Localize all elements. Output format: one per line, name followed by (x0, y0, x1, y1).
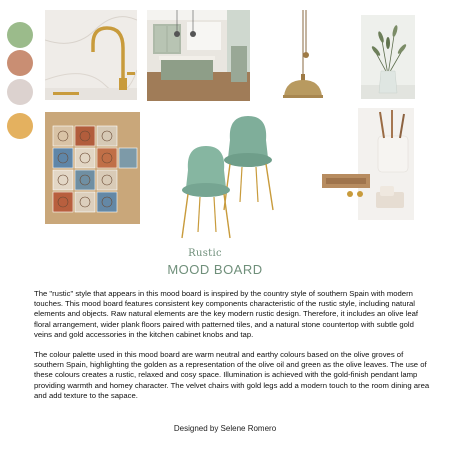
description-paragraph-1: The "rustic" style that appears in this mood board is inspired by the country style of southern Spain with modern touches. This mood board features consistent key components characteristic of the rustic style, including natural elements and objects. Raw natural elements are the key modern rustic design. Therefore, it includes an olive leaf floral arrangement, wider plank floors paired with patterned tiles, and a natural stone countertop with subtle gold veins and gold accessories in the kitchen cabinet knobs and tap. (34, 289, 419, 339)
color-swatch-sage (7, 22, 33, 48)
velvet-chairs-photo (178, 110, 308, 240)
faucet-photo (45, 10, 137, 100)
pendant-lamp-photo (268, 10, 338, 102)
cabinet-knobs-photo (318, 108, 414, 220)
mood-board-subtitle: Rustic (188, 248, 222, 259)
mood-board-title: MOOD BOARD (167, 262, 263, 277)
patterned-tiles-photo (45, 112, 140, 224)
description-paragraph-2: The colour palette used in this mood board are warm neutral and earthy colours based on the olive groves of southern Spain, highlighting the golden as a representation of the olive oil and green as the olive leaves. The use of these colours creates a rustic, relaxed and cosy space. Illumination is achieved with the gold-finish pendant lamp providing warmth and homey character. The velvet chairs with gold legs add a modern touch to the room dining area and add texture to the sapace. (34, 350, 430, 400)
kitchen-photo (147, 10, 250, 101)
designer-credit: Designed by Selene Romero (173, 424, 277, 433)
color-swatch-ochre (7, 113, 33, 139)
color-swatch-blush (7, 79, 33, 105)
olive-branch-photo (361, 15, 415, 99)
color-swatch-terracotta (7, 50, 33, 76)
